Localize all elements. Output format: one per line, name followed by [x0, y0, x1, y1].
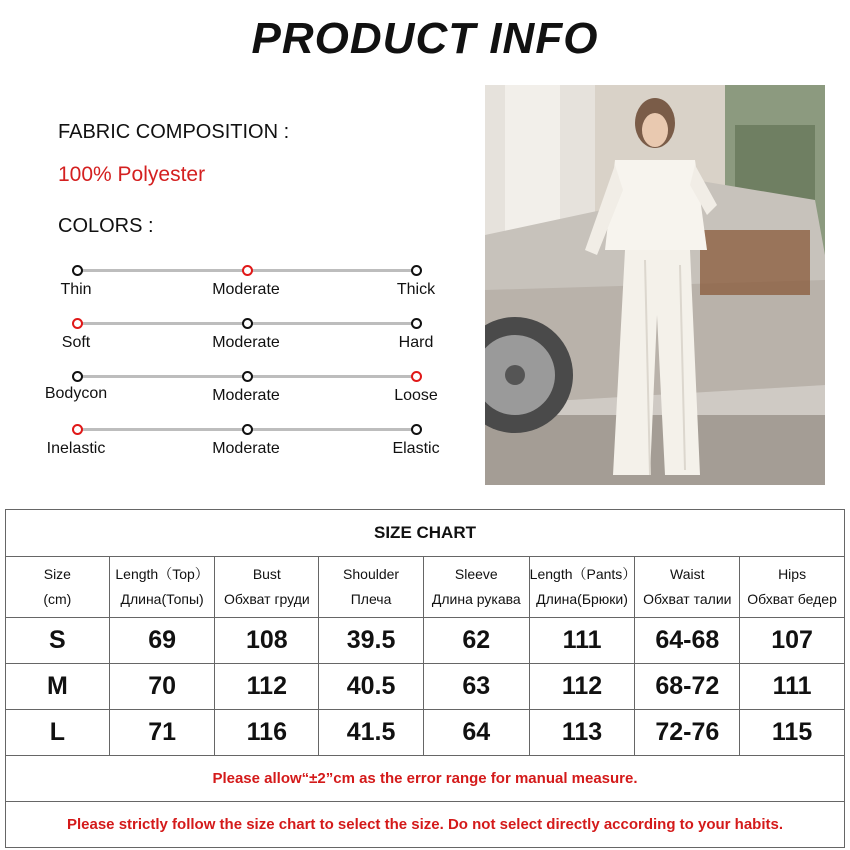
scale-label: Hard — [398, 334, 434, 351]
table-cell: 71 — [109, 710, 215, 756]
scale-dot-soft-selected — [72, 318, 83, 329]
table-cell: 62 — [423, 618, 529, 664]
column-header: Bust Обхват груди — [215, 557, 319, 618]
scale-label: Moderate — [212, 281, 280, 298]
table-row — [6, 664, 845, 710]
fit-scale — [30, 371, 470, 411]
table-cell: 111 — [529, 618, 635, 664]
table-cell: 115 — [740, 710, 845, 756]
softness-scale — [30, 318, 470, 358]
table-cell: 108 — [215, 618, 319, 664]
table-cell: 107 — [740, 618, 845, 664]
scale-label: Soft — [61, 334, 91, 351]
page-title: PRODUCT INFO — [251, 14, 599, 63]
scale-label: Elastic — [392, 440, 440, 457]
scale-label: Thin — [60, 281, 92, 298]
scale-label: Moderate — [212, 387, 280, 404]
table-cell: 111 — [740, 664, 845, 710]
column-header: Length（Pants） Длина(Брюки) — [529, 557, 635, 618]
column-header: Sleeve Длина рукава — [423, 557, 529, 618]
scale-label: Thick — [396, 281, 436, 298]
fabric-composition-label: FABRIC COMPOSITION : — [58, 121, 290, 143]
scale-label: Moderate — [212, 440, 280, 457]
table-cell: M — [6, 664, 110, 710]
colors-label: COLORS : — [58, 215, 154, 237]
scale-dot-moderate-selected — [242, 265, 253, 276]
table-cell: S — [6, 618, 110, 664]
scale-dot-inelastic-selected — [72, 424, 83, 435]
column-header: Waist Обхват талии — [635, 557, 740, 618]
size-selection-note: Please strictly follow the size chart to select the size. Do not select directly according to your habits. — [6, 802, 845, 848]
scale-label: Bodycon — [44, 385, 108, 402]
product-photo — [485, 85, 825, 485]
table-cell: 68-72 — [635, 664, 740, 710]
column-header: Hips Обхват бедер — [740, 557, 845, 618]
thickness-scale — [30, 265, 470, 305]
table-cell: 41.5 — [319, 710, 424, 756]
table-cell: 112 — [215, 664, 319, 710]
scale-dot-loose-selected — [411, 371, 422, 382]
scale-label: Loose — [394, 387, 438, 404]
table-cell: 63 — [423, 664, 529, 710]
fabric-composition-value: 100% Polyester — [58, 163, 206, 186]
note-row — [6, 756, 845, 802]
table-cell: 40.5 — [319, 664, 424, 710]
scale-dot-moderate — [242, 424, 253, 435]
table-row — [6, 618, 845, 664]
table-cell: 64-68 — [635, 618, 740, 664]
table-cell: 72-76 — [635, 710, 740, 756]
scale-dot-thick — [411, 265, 422, 276]
size-chart-header-row — [6, 557, 845, 618]
column-header: Shoulder Плеча — [319, 557, 424, 618]
table-cell: L — [6, 710, 110, 756]
table-cell: 69 — [109, 618, 215, 664]
scale-label: Inelastic — [46, 440, 106, 457]
scale-dot-elastic — [411, 424, 422, 435]
size-chart-title: SIZE CHART — [6, 510, 845, 557]
table-cell: 64 — [423, 710, 529, 756]
table-cell: 39.5 — [319, 618, 424, 664]
table-row — [6, 710, 845, 756]
scale-dot-moderate — [242, 371, 253, 382]
table-cell: 70 — [109, 664, 215, 710]
scale-dot-bodycon — [72, 371, 83, 382]
column-header: Size (cm) — [6, 557, 110, 618]
elasticity-scale — [30, 424, 470, 464]
size-chart-table — [5, 509, 845, 848]
column-header: Length（Top） Длина(Топы) — [109, 557, 215, 618]
scale-dot-moderate — [242, 318, 253, 329]
table-cell: 113 — [529, 710, 635, 756]
table-cell: 112 — [529, 664, 635, 710]
scale-dot-thin — [72, 265, 83, 276]
measurement-error-note: Please allow“±2”cm as the error range for manual measure. — [6, 756, 845, 802]
note-row — [6, 802, 845, 848]
scale-label: Moderate — [212, 334, 280, 351]
table-cell: 116 — [215, 710, 319, 756]
scale-dot-hard — [411, 318, 422, 329]
